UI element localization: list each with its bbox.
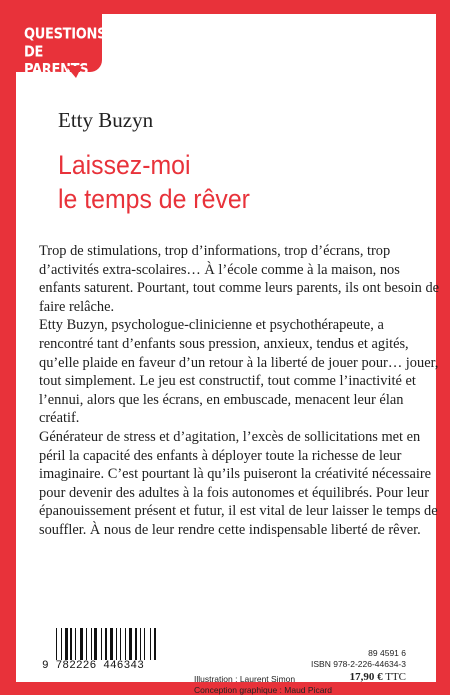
cover-panel [16, 14, 440, 695]
isbn: ISBN 978-2-226-44634-3 [311, 659, 406, 669]
blurb-paragraph-2: Etty Buzyn, psychologue-clinicienne et psychothérapeute, a rencontré tant d’enfants sous pression, anxieux, tendus et agités, qu’elle plaide en faveur d’un retour à la liberté de jouer pour… jouer, tout simplement. Le jeu est constructif, tout comme l’inactivité et l’ennui, alors que les écrans, en embuscade, menacent leur élan créatif. [39, 317, 439, 427]
series-logo-line-1: QUESTIONS [24, 26, 107, 44]
barcode [40, 612, 175, 674]
book-title-line-1: Laissez-moi [58, 150, 191, 180]
book-title-line-2: le temps de rêver [58, 184, 250, 214]
publication-info [311, 648, 406, 683]
price-tax: TTC [385, 671, 406, 683]
barcode-number: 9 782226 446343 [42, 660, 175, 674]
series-logo [16, 14, 107, 79]
credit-design: Conception graphique : Maud Picard [194, 685, 332, 695]
series-logo-line-2: DE PARENTS [24, 44, 89, 79]
price-amount: 17,90 € [349, 671, 383, 683]
blurb-paragraph-3: Générateur de stress et d’agitation, l’excès de sollicitations met en péril la capacité des enfants à déployer toute la richesse de leur imaginaire. C’est pourtant là qu’ils puiseront la créativité nécessaire pour devenir des adultes à la fois autonomes et équilibrés. Pour leur épanouissement présent et futur, il est vital de leur laisser le temps de souffler. À nous de leur rendre cette indispensable liberté de rêver. [39, 428, 438, 538]
publisher-code: 89 4591 6 [368, 648, 406, 658]
speech-bubble-tail-icon [66, 66, 82, 78]
blurb-paragraph-1: Trop de stimulations, trop d’informations, trop d’écrans, trop d’activités extra-scolaires… À l’école comme à la maison, nos enfants saturent. Pourtant, tout comme leurs parents, ils ont besoin de faire relâche. [39, 243, 440, 315]
blurb [39, 242, 441, 540]
book-title [58, 148, 389, 216]
author-name: Etty Buzyn [58, 108, 154, 132]
credit-illustration: Illustration : Laurent Simon [194, 674, 296, 684]
price [311, 672, 406, 683]
